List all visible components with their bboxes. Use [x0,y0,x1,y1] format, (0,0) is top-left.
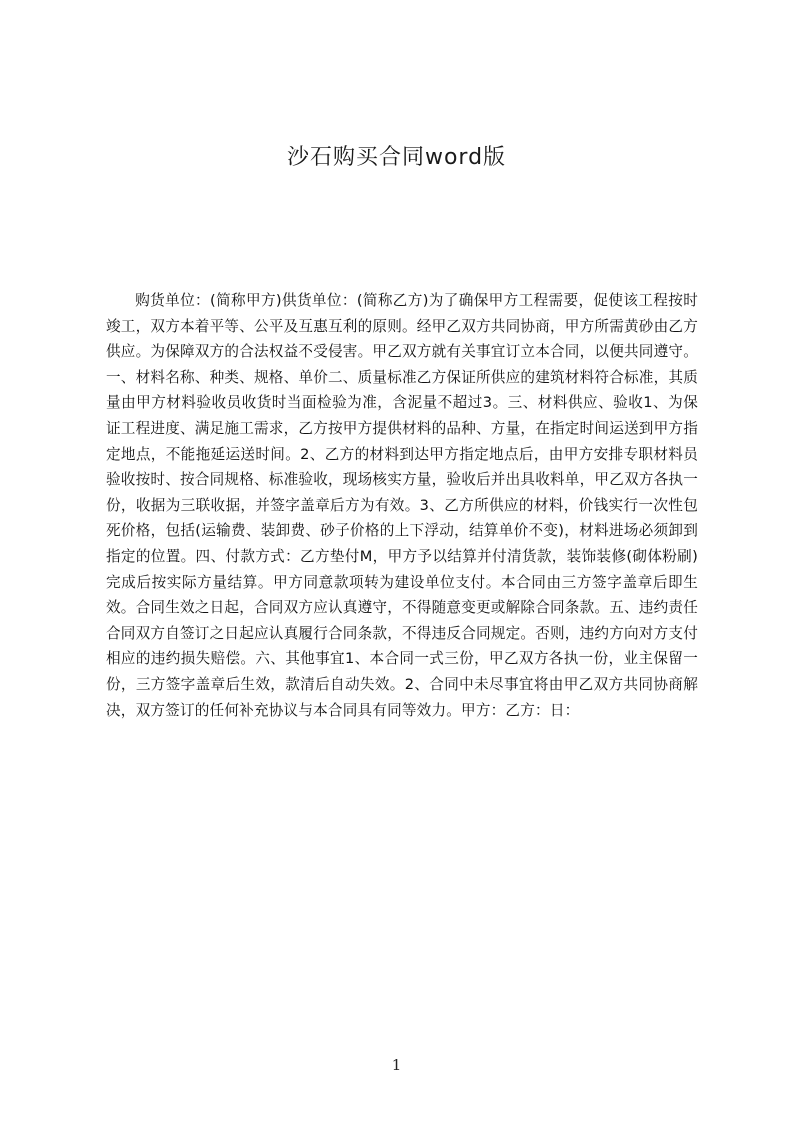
document-body: 购货单位：(简称甲方)供货单位：(简称乙方)为了确保甲方工程需要，促使该工程按时竣工，双方本着平等、公平及互惠互利的原则。经甲乙双方共同协商，甲方所需黄砂由乙方供应。为保障双方的合法权益不受侵害。甲乙双方就有关事宜订立本合同，以便共同遵守。一、材料名称、种类、规格、单价二、质量标准乙方保证所供应的建筑材料符合标准，其质量由甲方材料验收员收货时当面检验为准，含泥量不超过3。三、材料供应、验收1、为保证工程进度、满足施工需求，乙方按甲方提供材料的品种、方量，在指定时间运送到甲方指定地点，不能拖延运送时间。2、乙方的材料到达甲方指定地点后，由甲方安排专职材料员验收按时、按合同规格、标准验收，现场核实方量，验收后并出具收料单，甲乙双方各执一份，收据为三联收据，并签字盖章后方为有效。3、乙方所供应的材料，价钱实行一次性包死价格，包括(运输费、装卸费、砂子价格的上下浮动，结算单价不变)，材料进场必须卸到指定的位置。四、付款方式：乙方垫付M，甲方予以结算并付清货款，装饰装修(砌体粉刷)完成后按实际方量结算。甲方同意款项转为建设单位支付。本合同由三方签字盖章后即生效。合同生效之日起，合同双方应认真遵守，不得随意变更或解除合同条款。五、违约责任合同双方自签订之日起应认真履行合同条款，不得违反合同规定。否则，违约方向对方支付相应的违约损失赔偿。六、其他事宜1、本合同一式三份，甲乙双方各执一份，业主保留一份，三方签字盖章后生效，款清后自动失效。2、合同中未尽事宜将由甲乙双方共同协商解决，双方签订的任何补充协议与本合同具有同等效力。甲方：乙方：日： [106,292,698,719]
document-title: 沙石购买合同word版 [286,145,507,170]
page-number: 1 [391,1056,402,1074]
